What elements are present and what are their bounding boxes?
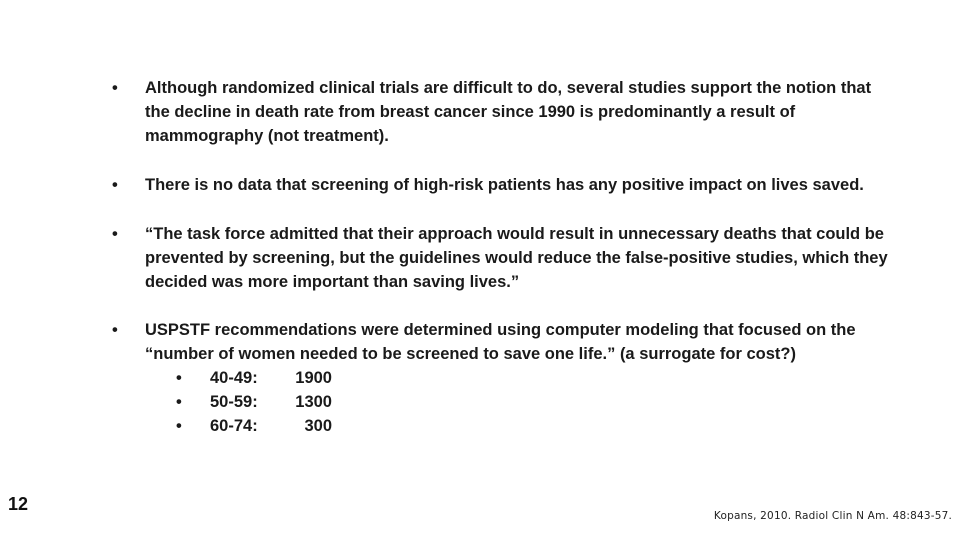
- bullet-item: [112, 318, 892, 366]
- bullet-item: [112, 76, 892, 148]
- sub-bullet-dot: •: [176, 369, 182, 387]
- bullet-text: There is no data that screening of high-risk patients has any positive impact on lives saved.: [145, 176, 864, 194]
- bullet-item: [112, 222, 892, 294]
- slide-number: 12: [8, 494, 29, 514]
- sub-bullet-dot: •: [176, 393, 182, 411]
- age-range: 60-74:: [210, 417, 258, 435]
- bullet-dot: •: [112, 225, 118, 243]
- bullet-text: USPSTF recommendations were determined using computer modeling that focused on the “number of women needed to be screened to save one life.” (a surrogate for cost?): [145, 321, 856, 363]
- bullet-item: [112, 173, 892, 197]
- bullet-text: Although randomized clinical trials are difficult to do, several studies support the notion that the decline in death rate from breast cancer since 1990 is predominantly a result of mammography (not treatment).: [145, 79, 872, 145]
- women-count: 300: [304, 417, 332, 435]
- sub-bullet-item: [112, 366, 892, 390]
- age-range: 40-49:: [210, 369, 258, 387]
- bullet-list: [112, 76, 892, 438]
- citation: Kopans, 2010. Radiol Clin N Am. 48:843-57.: [713, 510, 952, 522]
- age-range: 50-59:: [210, 393, 258, 411]
- women-count: 1300: [295, 393, 332, 411]
- sub-bullet-dot: •: [176, 417, 182, 435]
- bullet-dot: •: [112, 79, 118, 97]
- women-count: 1900: [295, 369, 332, 387]
- sub-bullet-item: [112, 414, 892, 438]
- sub-list-container: [112, 366, 892, 438]
- sub-bullet-item: [112, 390, 892, 414]
- sub-bullet-list: [112, 366, 892, 438]
- bullet-dot: •: [112, 321, 118, 339]
- bullet-text: “The task force admitted that their approach would result in unnecessary deaths that could be prevented by screening, but the guidelines would reduce the false-positive studies, which they decided was more important than saving lives.”: [145, 225, 888, 291]
- bullet-dot: •: [112, 176, 118, 194]
